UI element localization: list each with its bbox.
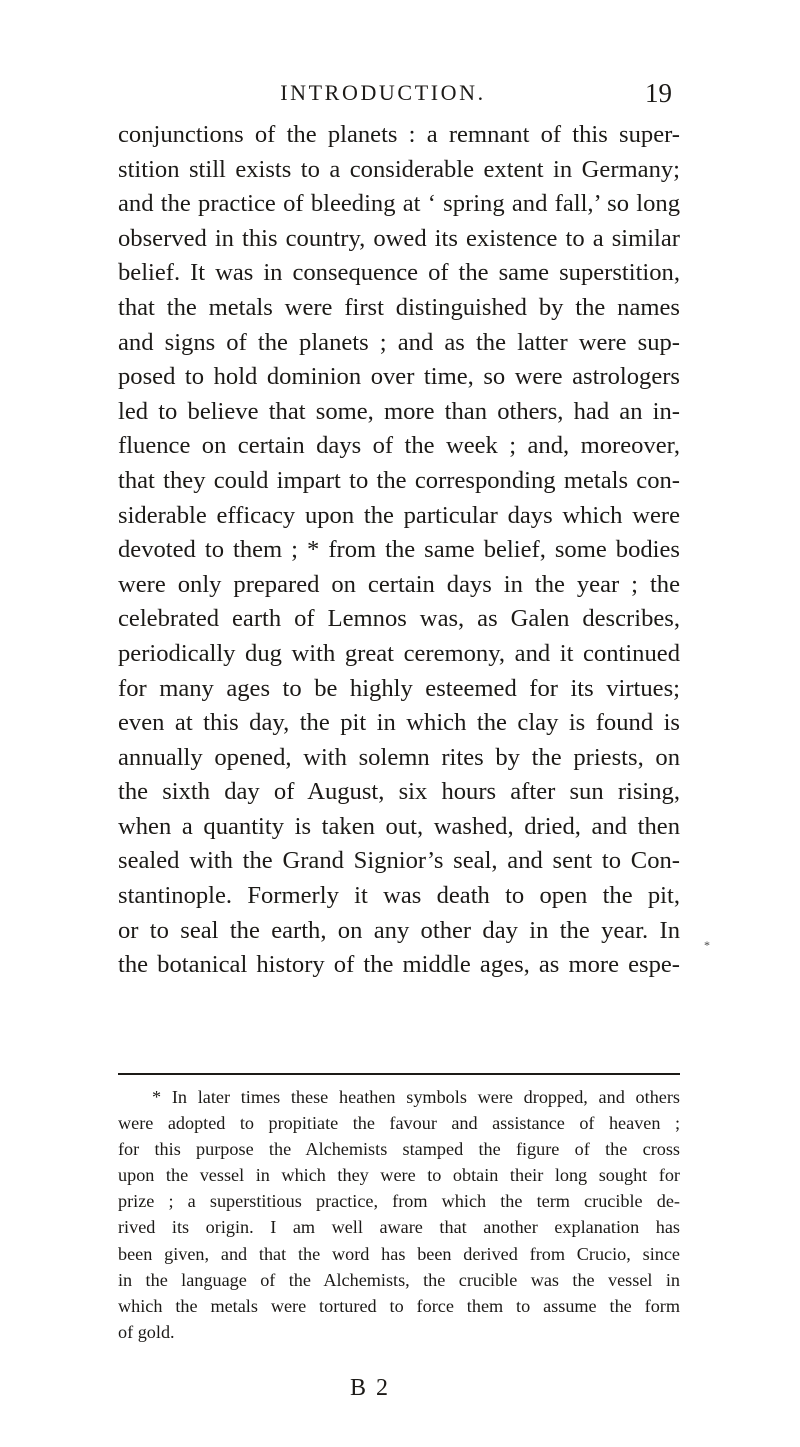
running-head	[118, 78, 680, 110]
body-line: or to seal the earth, on any other day in the year. In	[118, 916, 680, 944]
signature-mark: B 2	[349, 1375, 390, 1401]
body-line: led to believe that some, more than others, had an in-	[118, 397, 680, 425]
body-line: when a quantity is taken out, washed, dried, and then	[118, 812, 680, 840]
page-number: 19	[645, 78, 672, 108]
body-line: were only prepared on certain days in the year ; the	[118, 570, 680, 598]
footnote-line: in the language of the Alchemists, the crucible was the vessel in	[118, 1269, 680, 1290]
body-line: conjunctions of the planets : a remnant of this super-	[118, 121, 680, 148]
body-line: stantinople. Formerly it was death to open the pit,	[118, 882, 680, 910]
footnote-line: of gold.	[118, 1321, 175, 1342]
body-line: and the practice of bleeding at ‘ spring and fall,’ so long	[118, 190, 680, 218]
body-line: the botanical history of the middle ages, as more espe-	[118, 951, 680, 979]
body-line: posed to hold dominion over time, so were astrologers	[118, 363, 680, 391]
stray-print-mark: *	[704, 938, 710, 952]
body-line: stition still exists to a considerable extent in Germany;	[118, 155, 680, 183]
body-line: observed in this country, owed its existence to a similar	[118, 224, 680, 252]
body-line: that they could impart to the corresponding metals con-	[118, 466, 680, 494]
body-line: that the metals were first distinguished by the names	[118, 293, 680, 321]
body-line: devoted to them ; * from the same belief, some bodies	[118, 536, 680, 564]
body-line: and signs of the planets ; and as the latter were sup-	[118, 328, 680, 356]
body-line: celebrated earth of Lemnos was, as Galen describes,	[118, 605, 680, 633]
body-line: for many ages to be highly esteemed for its virtues;	[118, 674, 680, 702]
body-line: siderable efficacy upon the particular days which were	[118, 501, 680, 529]
footnote	[118, 1084, 680, 1345]
footnote-line: * In later times these heathen symbols were dropped, and others	[152, 1087, 680, 1107]
body-line: even at this day, the pit in which the clay is found is	[118, 709, 680, 737]
body-line: periodically dug with great ceremony, and it continued	[118, 639, 680, 667]
footnote-line: been given, and that the word has been derived from Crucio, since	[118, 1243, 680, 1264]
footnote-line: which the metals were tortured to force them to assume the form	[118, 1295, 680, 1316]
footnote-line: rived its origin. I am well aware that another explanation has	[118, 1217, 680, 1238]
body-line: the sixth day of August, six hours after sun rising,	[118, 778, 680, 806]
body-line: sealed with the Grand Signior’s seal, and sent to Con-	[118, 847, 680, 875]
body-line: annually opened, with solemn rites by the priests, on	[118, 743, 680, 771]
footnote-line: upon the vessel in which they were to obtain their long sought for	[118, 1165, 680, 1186]
body-text	[118, 118, 680, 983]
footnote-rule	[118, 1073, 680, 1075]
footnote-line: were adopted to propitiate the favour and assistance of heaven ;	[118, 1113, 680, 1134]
body-line: belief. It was in consequence of the same superstition,	[118, 259, 680, 287]
running-title: INTRODUCTION.	[280, 80, 486, 105]
footnote-line: prize ; a superstitious practice, from which the term crucible de-	[118, 1191, 680, 1212]
body-line: fluence on certain days of the week ; and, moreover,	[118, 432, 680, 460]
footnote-line: for this purpose the Alchemists stamped the figure of the cross	[118, 1139, 680, 1160]
